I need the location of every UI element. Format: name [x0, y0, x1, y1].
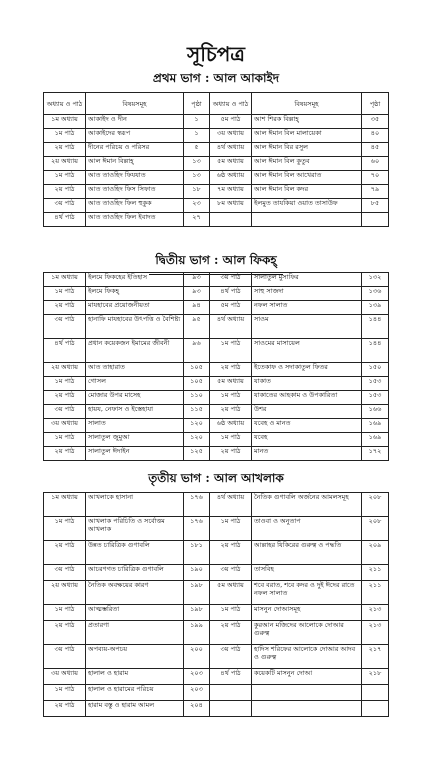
section-title-text: তৃতীয় ভাগ : আল আখলাক [142, 470, 290, 493]
page-cell: ১৯৮ [184, 581, 210, 605]
topic-cell: কুরআন মজিদের আলোকে দোআর গুরুত্ব [252, 621, 362, 645]
chapter-lesson-cell: ২য় পাঠ [44, 447, 86, 461]
chapter-lesson-cell: ৬ষ্ঠ অধ্যায় [210, 171, 252, 185]
chapter-lesson-cell: ১ম পাঠ [210, 339, 252, 363]
page-cell: ২১৩ [362, 621, 389, 645]
chapter-lesson-cell: ২য় পাঠ [210, 363, 252, 377]
chapter-lesson-cell: ৪র্থ পাঠ [44, 213, 86, 227]
page-cell: ১৩ [184, 171, 210, 185]
page-cell: ২০৮ [362, 493, 389, 517]
header-cell: পৃষ্ঠা [184, 93, 210, 115]
topic-cell: আকাইদের স্বরূপ [86, 129, 184, 143]
page-cell: ১১০ [184, 391, 210, 405]
header-cell: অধ্যায় ও পাঠ [44, 93, 86, 115]
table-row [44, 645, 389, 669]
page-cell: ২০৮ [362, 517, 389, 541]
page-cell: ১২০ [184, 433, 210, 447]
page-cell: ১৯৮ [184, 605, 210, 621]
chapter-lesson-cell: ৬ষ্ঠ অধ্যায় [210, 419, 252, 433]
page-cell: ৩৫ [362, 115, 389, 129]
chapter-lesson-cell [210, 701, 252, 717]
chapter-lesson-cell [210, 213, 252, 227]
topic-cell: নফল সালাত [252, 301, 362, 315]
chapter-lesson-cell: ২য় পাঠ [44, 621, 86, 645]
table-row [44, 391, 389, 405]
table-row [44, 433, 389, 447]
chapter-lesson-cell: ৫ম পাঠ [210, 301, 252, 315]
chapter-lesson-cell: ৩য় পাঠ [44, 565, 86, 581]
page-cell: ১ [184, 129, 210, 143]
table-row [44, 273, 389, 287]
table-row [44, 185, 389, 199]
page-title: সূচিপত্র [187, 42, 245, 66]
page-cell: ৬০ [362, 157, 389, 171]
table-row [44, 419, 389, 433]
page-cell: ১৯০ [184, 565, 210, 581]
chapter-lesson-cell: ৩য় পাঠ [210, 645, 252, 669]
table-row [44, 405, 389, 419]
topic-cell: মাসনুন দোআসমূহ [252, 605, 362, 621]
chapter-lesson-cell: ১ম অধ্যায় [44, 493, 86, 517]
chapter-lesson-cell: ৪র্থ অধ্যায় [210, 315, 252, 339]
chapter-lesson-cell: ৩য় পাঠ [44, 405, 86, 419]
table-row [44, 685, 389, 701]
topic-cell: উশর [252, 405, 362, 419]
chapter-lesson-cell: ২য় পাঠ [44, 185, 86, 199]
page-cell: ১০৫ [184, 377, 210, 391]
table-row [44, 339, 389, 363]
page-cell: ১০৫ [184, 363, 210, 377]
toc-table-aqaid [43, 92, 389, 227]
topic-cell: সাহু সাজদা [252, 287, 362, 301]
page-cell: ৪০ [362, 129, 389, 143]
page-cell: ১৪৪ [362, 315, 389, 339]
topic-cell: হায়য, নেফাস ও ইস্তেহাযা [86, 405, 184, 419]
chapter-lesson-cell: ১ম অধ্যায় [44, 273, 86, 287]
page-cell: ১৫০ [362, 363, 389, 377]
table-row [44, 669, 389, 685]
chapter-lesson-cell: ১ম পাঠ [44, 685, 86, 701]
chapter-lesson-cell: ১ম পাঠ [44, 605, 86, 621]
chapter-lesson-cell: ১ম পাঠ [210, 391, 252, 405]
topic-cell: হালাল ও হারাম [86, 669, 184, 685]
table-row [44, 605, 389, 621]
chapter-lesson-cell: ৩য় অধ্যায় [210, 129, 252, 143]
page-cell: ২০৪ [184, 701, 210, 717]
topic-cell: যাকাত [252, 377, 362, 391]
header-cell: বিষয়সমূহ [86, 93, 184, 115]
topic-cell: আত তাওহিদ ফিযযাত [86, 171, 184, 185]
table-row [44, 621, 389, 645]
chapter-lesson-cell: ৩য় পাঠ [210, 565, 252, 581]
topic-cell: নৈতিক অবক্ষয়ের কারণ [86, 581, 184, 605]
topic-cell: দীনের পরিচয় ও পরিসর [86, 143, 184, 157]
page-cell: ১৭৬ [184, 517, 210, 541]
topic-cell: আল ঈমান বিল আখেরাত [252, 171, 362, 185]
chapter-lesson-cell: ৪র্থ পাঠ [44, 339, 86, 363]
topic-cell: কয়েকটি মাসনুন দোআ [252, 669, 362, 685]
topic-cell: আল ঈমান বিল মালায়েকা [252, 129, 362, 143]
page-cell: ১২০ [184, 419, 210, 433]
chapter-lesson-cell: ৩য় পাঠ [44, 199, 86, 213]
header-cell: অধ্যায় ও পাঠ [210, 93, 252, 115]
page-cell [362, 701, 389, 717]
chapter-lesson-cell: ২য় অধ্যায় [44, 581, 86, 605]
chapter-lesson-cell: ২য় পাঠ [44, 301, 86, 315]
page-cell [362, 213, 389, 227]
topic-cell: সাওমের মাসায়েল [252, 339, 362, 363]
chapter-lesson-cell: ৮ম অধ্যায় [210, 199, 252, 213]
table-row [44, 171, 389, 185]
page-cell: ১৬৯ [362, 433, 389, 447]
page-cell: ১৩ [184, 157, 210, 171]
table-row [44, 157, 389, 171]
page-cell: ১৪৪ [362, 339, 389, 363]
chapter-lesson-cell: ২য় পাঠ [44, 143, 86, 157]
table-row [44, 541, 389, 565]
topic-cell: আল ঈমান বিল কুতুব [252, 157, 362, 171]
topic-cell: যবেহ ও মানত [252, 419, 362, 433]
topic-cell: ইলমুত তাযকিয়া ওয়াত তাসাউফ [252, 199, 362, 213]
table-row [44, 115, 389, 129]
chapter-lesson-cell: ১ম পাঠ [44, 433, 86, 447]
topic-cell: আল ঈমান বিল কদর [252, 185, 362, 199]
table-row [44, 315, 389, 339]
topic-cell: মানত [252, 447, 362, 461]
chapter-lesson-cell: ৫ম অধ্যায় [210, 377, 252, 391]
topic-cell [252, 701, 362, 717]
chapter-lesson-cell: ৫ম পাঠ [210, 115, 252, 129]
page-cell: ১৬৬ [362, 405, 389, 419]
topic-cell: আত্মম্ভরিতা [86, 605, 184, 621]
chapter-lesson-cell: ১ম অধ্যায় [44, 115, 86, 129]
page-cell: ৭৯ [362, 185, 389, 199]
topic-cell: আখলাকে হাসানা [86, 493, 184, 517]
chapter-lesson-cell: ৪র্থ অধ্যায় [210, 493, 252, 517]
chapter-lesson-cell: ৪র্থ পাঠ [210, 287, 252, 301]
topic-cell: শবে বরাত, শবে কদর ও দুই ঈদের রাতে নফল সালাত [252, 581, 362, 605]
chapter-lesson-cell: ৩য় পাঠ [210, 273, 252, 287]
chapter-lesson-cell: ১ম পাঠ [44, 171, 86, 185]
topic-cell: আত তাওহিদ ফিস সিফাত [86, 185, 184, 199]
table-row [44, 517, 389, 541]
page-cell: ১৩৬ [362, 287, 389, 301]
section-title-akhlaq [0, 470, 432, 493]
topic-cell: হানাফি মাযহাবের উৎপত্তি ও বৈশিষ্ট্য [86, 315, 184, 339]
chapter-lesson-cell: ৩য় অধ্যায় [44, 669, 86, 685]
page-cell: ২০৩ [184, 669, 210, 685]
page-cell: ৫ [184, 143, 210, 157]
chapter-lesson-cell [210, 685, 252, 701]
page-cell: ১৯৯ [184, 621, 210, 645]
chapter-lesson-cell: ১ম পাঠ [210, 605, 252, 621]
page-cell: ৯৫ [184, 315, 210, 339]
topic-cell: সালাতুল ঈদাইন [86, 447, 184, 461]
table-row [44, 301, 389, 315]
section-title-text: প্রথম ভাগ : আল আকাইদ [147, 70, 285, 93]
page-cell: ১১৫ [184, 405, 210, 419]
page-cell: ৯৬ [184, 339, 210, 363]
table-row [44, 377, 389, 391]
topic-cell: প্রধান কয়েকজন ইমামের জীবনী [86, 339, 184, 363]
topic-cell: মোজার উপর মাসেহ [86, 391, 184, 405]
section-title-text: দ্বিতীয় ভাগ : আল ফিকহ্ [149, 252, 282, 275]
chapter-lesson-cell: ৩য় পাঠ [44, 645, 86, 669]
topic-cell: হারাম বস্তু ও হারাম আমল [86, 701, 184, 717]
chapter-lesson-cell: ৫ম অধ্যায় [210, 157, 252, 171]
chapter-lesson-cell: ১ম পাঠ [44, 517, 86, 541]
topic-cell: আল ঈমান বিল্লাহ্ [86, 157, 184, 171]
topic-cell: আখলাক পরিচিতি ও সর্বোত্তম আখলাক [86, 517, 184, 541]
table-row [44, 213, 389, 227]
topic-cell: হালাল ও হারামের পরিচয় [86, 685, 184, 701]
topic-cell: সাওম [252, 315, 362, 339]
table-row [44, 199, 389, 213]
chapter-lesson-cell: ১ম পাঠ [210, 517, 252, 541]
topic-cell: গোসল [86, 377, 184, 391]
chapter-lesson-cell: ১ম পাঠ [44, 129, 86, 143]
topic-cell: তাসবিহ [252, 565, 362, 581]
topic-cell: আত তাহারাত [86, 363, 184, 377]
topic-cell: আল ঈমান বির রসুল [252, 143, 362, 157]
page-cell: ১৬৯ [362, 419, 389, 433]
page-cell: ১৮১ [184, 541, 210, 565]
topic-cell [252, 213, 362, 227]
chapter-lesson-cell: ৫ম অধ্যায় [210, 581, 252, 605]
topic-cell: ইতেকাফ ও সদাকাতুল ফিতর [252, 363, 362, 377]
chapter-lesson-cell: ১ম পাঠ [210, 433, 252, 447]
header-cell: বিষয়সমূহ [252, 93, 362, 115]
topic-cell: যাকাতের আহকাম ও উপকারিতা [252, 391, 362, 405]
table-row [44, 363, 389, 377]
table-row [44, 129, 389, 143]
header-cell: পৃষ্ঠা [362, 93, 389, 115]
chapter-lesson-cell: ৩য় পাঠ [44, 315, 86, 339]
topic-cell: আকাইদ ও দীন [86, 115, 184, 129]
page-cell: ৯৩ [184, 287, 210, 301]
topic-cell: আল্লাহর যিকিরের গুরুত্ব ও পদ্ধতি [252, 541, 362, 565]
table-row [44, 447, 389, 461]
table-header-row [44, 93, 389, 115]
chapter-lesson-cell: ২য় পাঠ [210, 541, 252, 565]
topic-cell: মাযহাবের প্রয়োজনীয়তা [86, 301, 184, 315]
topic-cell [252, 685, 362, 701]
chapter-lesson-cell: ২য় পাঠ [44, 701, 86, 717]
chapter-lesson-cell: ২য় অধ্যায় [44, 157, 86, 171]
topic-cell: সালাত [86, 419, 184, 433]
chapter-lesson-cell: ২য় পাঠ [44, 541, 86, 565]
section-title-aqaid [0, 70, 432, 93]
page-cell: ৮৫ [362, 199, 389, 213]
chapter-lesson-cell: ২য় অধ্যায় [44, 363, 86, 377]
topic-cell: হাদিস শরিফের আলোকে দোআর আদব ও গুরুত্ব [252, 645, 362, 669]
topic-cell: আত তাওহিদ ফিল হুকুক [86, 199, 184, 213]
topic-cell: যবেহ [252, 433, 362, 447]
chapter-lesson-cell: ২য় পাঠ [44, 391, 86, 405]
page-cell: ২০০ [184, 645, 210, 669]
page-cell: ২১৩ [362, 605, 389, 621]
page-cell: ১৩৯ [362, 301, 389, 315]
page-cell: ২১১ [362, 565, 389, 581]
page-cell: ১ [184, 115, 210, 129]
page-cell: ২৩ [184, 199, 210, 213]
topic-cell: ইলমে ফিকহ্ [86, 287, 184, 301]
chapter-lesson-cell: ২য় পাঠ [210, 405, 252, 419]
page-cell: ২১১ [362, 581, 389, 605]
topic-cell: সালাতুল মুসাফির [252, 273, 362, 287]
toc-table-akhlaq [43, 492, 389, 717]
topic-cell: তাওবা ও অনুতাপ [252, 517, 362, 541]
page-cell: ১৭২ [362, 447, 389, 461]
topic-cell: ইলমে ফিকহের ইতিহাস [86, 273, 184, 287]
page-cell [362, 685, 389, 701]
topic-cell: আচরণগত চারিত্রিক গুণাবলি [86, 565, 184, 581]
page-cell: ৭০ [362, 171, 389, 185]
page-cell: ২৭ [184, 213, 210, 227]
chapter-lesson-cell: ৪র্থ অধ্যায় [210, 143, 252, 157]
table-row [44, 143, 389, 157]
chapter-lesson-cell: ৪র্থ পাঠ [210, 669, 252, 685]
topic-cell: নৈতিক গুণাবলি অর্জনের আমলসমূহ [252, 493, 362, 517]
page-cell: ৪৫ [362, 143, 389, 157]
page-cell: ২০৩ [184, 685, 210, 701]
page-cell: ১৭৬ [184, 493, 210, 517]
page-cell: ১৫৩ [362, 391, 389, 405]
page-cell: ২১৭ [362, 645, 389, 669]
table-row [44, 287, 389, 301]
topic-cell: উন্নত চারিত্রিক গুণাবলি [86, 541, 184, 565]
table-row [44, 701, 389, 717]
topic-cell: সালাতুল জুমুআ [86, 433, 184, 447]
topic-cell: আত তাওহিদ ফিল ইবাদত [86, 213, 184, 227]
table-row [44, 493, 389, 517]
page-cell: ৯৪ [184, 301, 210, 315]
toc-table-fiqh [43, 272, 389, 461]
chapter-lesson-cell: ১ম পাঠ [44, 377, 86, 391]
topic-cell: অপব্যয়-অপচয় [86, 645, 184, 669]
page-cell: ২০৯ [362, 541, 389, 565]
table-row [44, 565, 389, 581]
page-cell: ১৫৩ [362, 377, 389, 391]
page-cell: ১৩২ [362, 273, 389, 287]
chapter-lesson-cell: ১ম পাঠ [44, 287, 86, 301]
chapter-lesson-cell: ২য় পাঠ [210, 447, 252, 461]
page-cell: ১২৫ [184, 447, 210, 461]
topic-cell: প্রতারণা [86, 621, 184, 645]
chapter-lesson-cell: ৭ম অধ্যায় [210, 185, 252, 199]
page-cell: ২১৮ [362, 669, 389, 685]
page-cell: ৯৩ [184, 273, 210, 287]
chapter-lesson-cell: ৩য় অধ্যায় [44, 419, 86, 433]
chapter-lesson-cell: ২য় পাঠ [210, 621, 252, 645]
topic-cell: আশ শিরক বিল্লাহ্ [252, 115, 362, 129]
table-row [44, 581, 389, 605]
page-cell: ১৮ [184, 185, 210, 199]
